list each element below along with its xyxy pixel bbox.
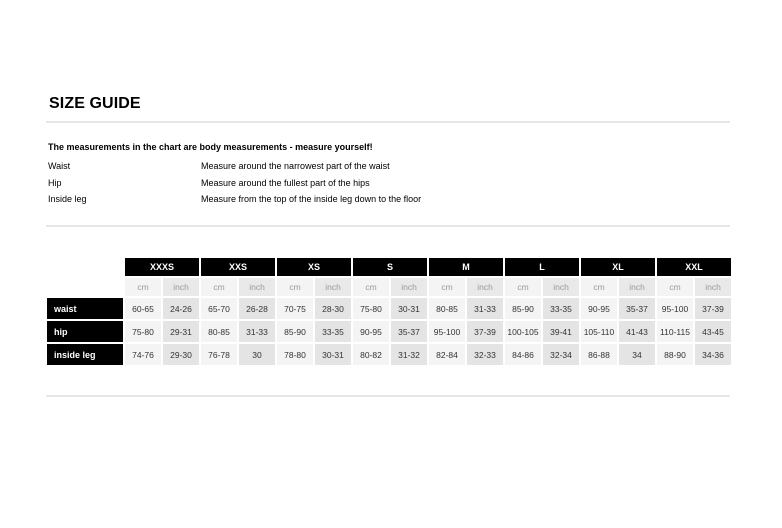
measurement-name: Waist bbox=[48, 161, 71, 171]
table-cell: 35-37 bbox=[619, 298, 655, 319]
table-cell: 33-35 bbox=[315, 321, 351, 342]
table-cell: 88-90 bbox=[657, 344, 693, 365]
size-header-xxxs: XXXS bbox=[125, 258, 199, 276]
row-label: hip bbox=[47, 321, 123, 342]
table-cell: 43-45 bbox=[695, 321, 731, 342]
divider-middle bbox=[46, 225, 730, 227]
table-cell: 32-33 bbox=[467, 344, 503, 365]
unit-inch: inch bbox=[543, 278, 579, 296]
table-cell: 84-86 bbox=[505, 344, 541, 365]
table-cell: 70-75 bbox=[277, 298, 313, 319]
row-label: waist bbox=[47, 298, 123, 319]
table-cell: 100-105 bbox=[505, 321, 541, 342]
divider-bottom bbox=[46, 395, 730, 397]
measurement-desc: Measure from the top of the inside leg down to the floor bbox=[201, 194, 422, 204]
table-row-inside-leg bbox=[47, 344, 731, 365]
unit-inch: inch bbox=[467, 278, 503, 296]
table-cell: 32-34 bbox=[543, 344, 579, 365]
unit-inch: inch bbox=[163, 278, 199, 296]
table-cell: 30-31 bbox=[315, 344, 351, 365]
table-cell: 34-36 bbox=[695, 344, 731, 365]
unit-cm: cm bbox=[277, 278, 313, 296]
unit-inch: inch bbox=[619, 278, 655, 296]
unit-inch: inch bbox=[391, 278, 427, 296]
table-cell: 90-95 bbox=[581, 298, 617, 319]
table-cell: 28-30 bbox=[315, 298, 351, 319]
size-table bbox=[45, 256, 733, 367]
unit-cm: cm bbox=[581, 278, 617, 296]
table-cell: 82-84 bbox=[429, 344, 465, 365]
measurement-name: Hip bbox=[48, 178, 62, 188]
table-row-hip bbox=[47, 321, 731, 342]
table-cell: 74-76 bbox=[125, 344, 161, 365]
table-cell: 78-80 bbox=[277, 344, 313, 365]
table-cell: 76-78 bbox=[201, 344, 237, 365]
table-cell: 39-41 bbox=[543, 321, 579, 342]
table-cell: 90-95 bbox=[353, 321, 389, 342]
table-cell: 35-37 bbox=[391, 321, 427, 342]
table-cell: 37-39 bbox=[467, 321, 503, 342]
unit-inch: inch bbox=[695, 278, 731, 296]
table-cell: 105-110 bbox=[581, 321, 617, 342]
row-label: inside leg bbox=[47, 344, 123, 365]
table-cell: 80-85 bbox=[201, 321, 237, 342]
table-cell: 85-90 bbox=[505, 298, 541, 319]
unit-cm: cm bbox=[505, 278, 541, 296]
unit-inch: inch bbox=[239, 278, 275, 296]
table-cell: 65-70 bbox=[201, 298, 237, 319]
table-cell: 29-31 bbox=[163, 321, 199, 342]
table-cell: 110-115 bbox=[657, 321, 693, 342]
table-cell: 24-26 bbox=[163, 298, 199, 319]
unit-cm: cm bbox=[657, 278, 693, 296]
size-header-l: L bbox=[505, 258, 579, 276]
table-cell: 31-32 bbox=[391, 344, 427, 365]
measurement-desc: Measure around the fullest part of the hips bbox=[201, 178, 370, 188]
table-cell: 26-28 bbox=[239, 298, 275, 319]
table-cell: 80-85 bbox=[429, 298, 465, 319]
table-cell: 60-65 bbox=[125, 298, 161, 319]
size-header-m: M bbox=[429, 258, 503, 276]
divider-top bbox=[46, 121, 730, 123]
size-header-xxl: XXL bbox=[657, 258, 731, 276]
table-cell: 85-90 bbox=[277, 321, 313, 342]
table-cell: 31-33 bbox=[239, 321, 275, 342]
table-cell: 29-30 bbox=[163, 344, 199, 365]
table-cell: 33-35 bbox=[543, 298, 579, 319]
unit-header-row bbox=[47, 278, 731, 296]
size-header-s: S bbox=[353, 258, 427, 276]
table-cell: 95-100 bbox=[429, 321, 465, 342]
table-cell: 37-39 bbox=[695, 298, 731, 319]
unit-cm: cm bbox=[201, 278, 237, 296]
size-header-xs: XS bbox=[277, 258, 351, 276]
unit-cm: cm bbox=[353, 278, 389, 296]
unit-cm: cm bbox=[125, 278, 161, 296]
table-cell: 75-80 bbox=[353, 298, 389, 319]
measurement-desc: Measure around the narrowest part of the waist bbox=[201, 161, 390, 171]
size-header-xl: XL bbox=[581, 258, 655, 276]
intro-text: The measurements in the chart are body measurements - measure yourself! bbox=[48, 142, 373, 152]
table-corner bbox=[47, 258, 123, 276]
size-header-row bbox=[47, 258, 731, 276]
size-header-xxs: XXS bbox=[201, 258, 275, 276]
table-cell: 30-31 bbox=[391, 298, 427, 319]
table-cell: 34 bbox=[619, 344, 655, 365]
table-corner bbox=[47, 278, 123, 296]
table-cell: 86-88 bbox=[581, 344, 617, 365]
table-cell: 30 bbox=[239, 344, 275, 365]
table-cell: 31-33 bbox=[467, 298, 503, 319]
table-row-waist bbox=[47, 298, 731, 319]
table-cell: 95-100 bbox=[657, 298, 693, 319]
page-title: SIZE GUIDE bbox=[49, 95, 141, 112]
unit-cm: cm bbox=[429, 278, 465, 296]
measurement-name: Inside leg bbox=[48, 194, 87, 204]
unit-inch: inch bbox=[315, 278, 351, 296]
table-cell: 80-82 bbox=[353, 344, 389, 365]
table-cell: 75-80 bbox=[125, 321, 161, 342]
table-cell: 41-43 bbox=[619, 321, 655, 342]
